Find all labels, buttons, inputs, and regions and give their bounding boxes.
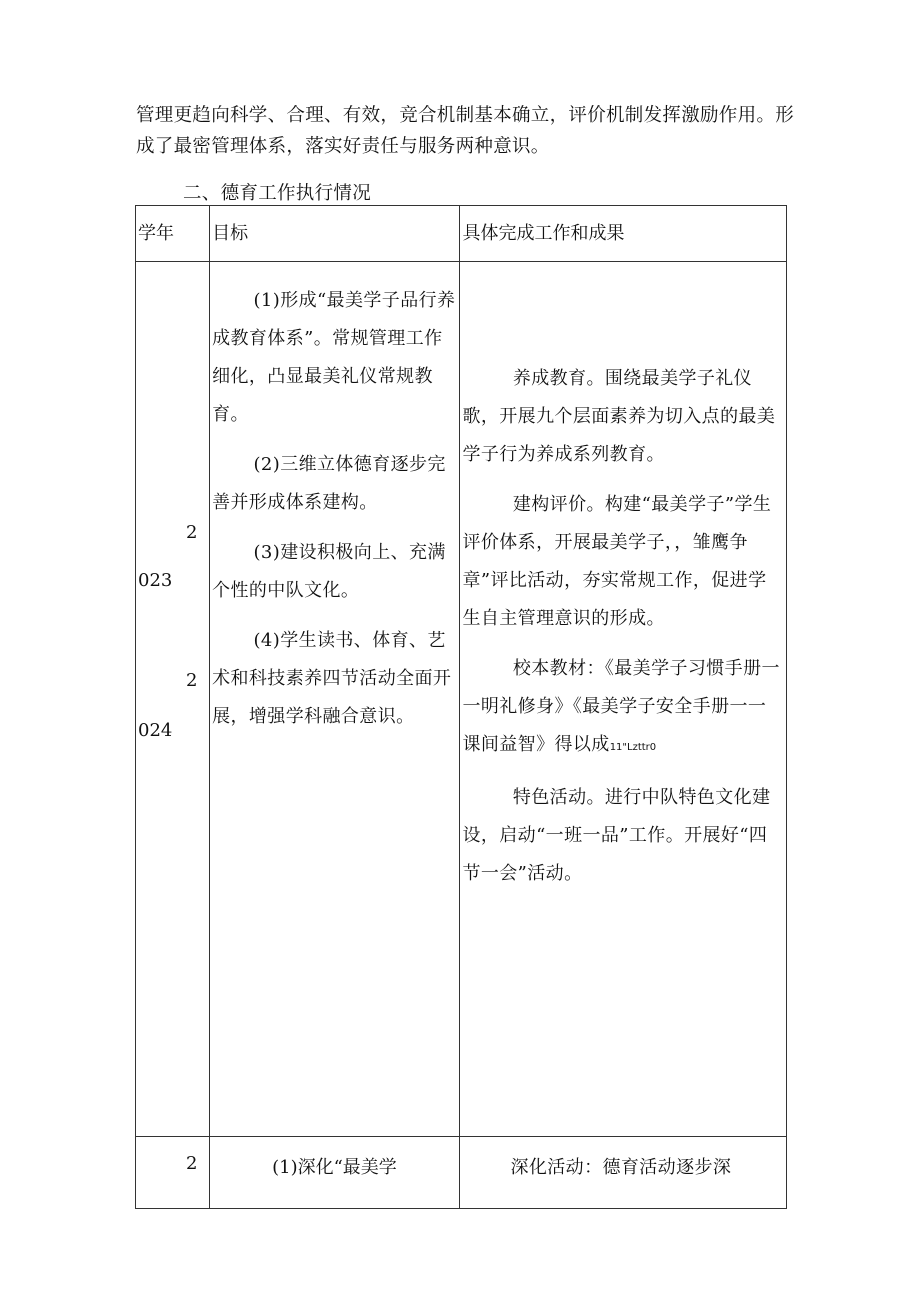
intro-paragraph: 管理更趋向科学、合理、有效，竞合机制基本确立，评价机制发挥激励作用。形成了最密管理体系，落实好责任与服务两种意识。 xyxy=(136,105,795,157)
goal-cell xyxy=(210,262,460,1137)
header-result: 具体完成工作和成果 xyxy=(460,206,787,262)
table-row xyxy=(136,262,787,1137)
year-line-4: 024 xyxy=(138,720,173,741)
table-header-row xyxy=(136,206,787,262)
year-line-3: 2 xyxy=(186,670,198,691)
goal-item-4: (4)学生读书、体育、艺术和科技素养四节活动全面开展，增强学科融合意识。 xyxy=(212,630,452,727)
textbook-result-suffix: 11"Lzttr0 xyxy=(609,742,657,753)
header-year: 学年 xyxy=(136,206,210,262)
result-item-4: 特色活动。进行中队特色文化建设，启动“一班一品”工作。开展好“四节一会”活动。 xyxy=(462,787,771,884)
goal-item-2: (2)三维立体德育逐步完善并形成体系建构。 xyxy=(212,454,446,513)
goal-item-1: (1)形成“最美学子品行养成教育体系”。常规管理工作细化，凸显最美礼仪常规教育。 xyxy=(212,290,456,425)
result-item-2: 建构评价。构建“最美学子”学生评价体系，开展最美学子，，雏鹰争章”评比活动，夯实常规工作，促进学生自主管理意识的形成。 xyxy=(462,494,772,629)
year-line-1: 2 xyxy=(186,522,198,543)
moral-education-table xyxy=(135,205,787,1209)
year-line-2: 023 xyxy=(138,570,173,591)
goal-item-3: (3)建设积极向上、充满个性的中队文化。 xyxy=(212,542,446,601)
result-item-1: 养成教育。围绕最美学子礼仪歌，开展九个层面素养为切入点的最美学子行为养成系列教育。 xyxy=(462,368,776,465)
header-goal: 目标 xyxy=(210,206,460,262)
result-item-3 xyxy=(462,650,784,767)
result-cell-2: 深化活动：德育活动逐步深 xyxy=(460,1137,787,1209)
year-cell-2: 2 xyxy=(136,1137,210,1209)
year-cell xyxy=(136,262,210,1137)
textbook-result-text: 校本教材：《最美学子习惯手册一一明礼修身》《最美学子安全手册一一课间益智》得以成 xyxy=(462,658,780,755)
result-cell xyxy=(460,262,787,1137)
goal-cell-2: (1)深化“最美学 xyxy=(210,1137,460,1209)
section-heading: 二、德育工作执行情况 xyxy=(183,183,372,204)
table-row xyxy=(136,1137,787,1209)
